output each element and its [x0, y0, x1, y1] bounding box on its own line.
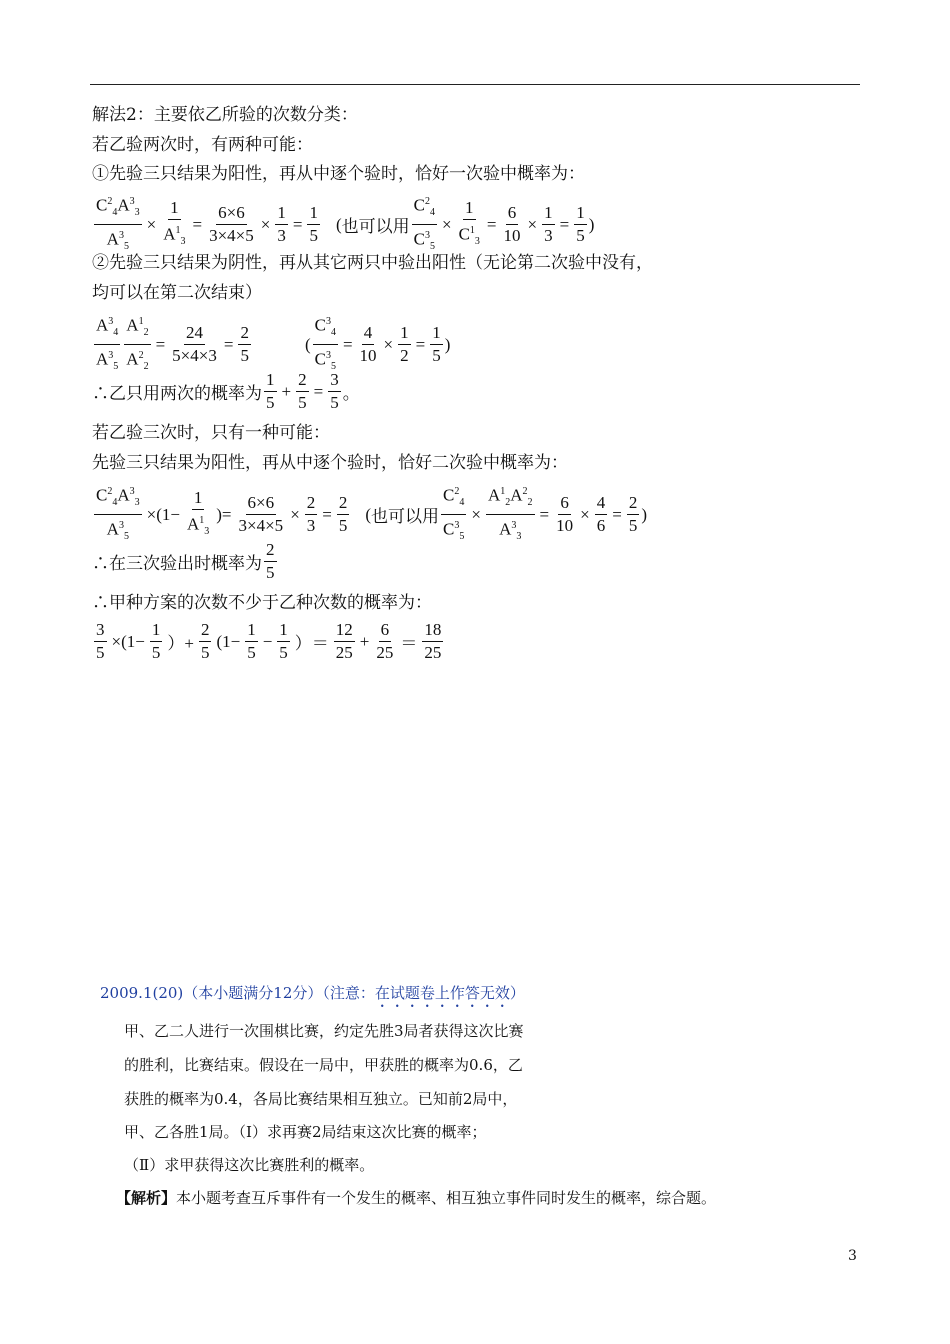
question-line-4: 甲、乙各胜1局。（Ⅰ）求再赛2局结束这次比赛的概率；: [124, 1123, 487, 1141]
solution-line-5: ∴乙只用两次的概率为 $\frac{1}{5}$ + $\frac{2}{5}$ = $\frac{3}{5}$ 。: [92, 370, 360, 412]
question-header-a: 2009.1(20)（本小题满分12分）（注意：: [100, 984, 375, 1002]
question-header: [100, 982, 525, 1011]
solution-line-4b: 均可以在第二次结束）: [92, 283, 262, 303]
analysis-tag: 【解析】: [116, 1189, 177, 1207]
page-number: 3: [848, 1248, 857, 1264]
solution-line-2: 若乙验两次时，有两种可能：: [92, 135, 313, 155]
header-rule: [90, 84, 860, 85]
solution-line-6: 若乙验三次时，只有一种可能：: [92, 423, 330, 443]
solution-line-7: 先验三只结果为阳性，再从中逐个验时，恰好二次验中概率为：: [92, 453, 568, 473]
solution-line-8: ∴在三次验出时概率为 $\frac{2}{5}$: [92, 540, 275, 582]
solution-line-5-text: ∴乙只用两次的概率为: [92, 384, 262, 403]
formula-final: $\frac{3}{5}$ ×(1− $\frac{1}{5}$ ）+ $\frac{2}{5}$ (1− $\frac{1}{5}$ − $\frac{1}{5}$ ）＝ $\frac{12}{25}$ + $\frac{6}{25}$ ＝ $\frac{18}{25}$: [96, 620, 442, 662]
solution-line-3: ①先验三只结果为阳性，再从中逐个验时，恰好一次验中概率为：: [92, 164, 585, 184]
formula-3-also: 也可以用: [371, 507, 440, 527]
question-header-c: ）: [509, 984, 525, 1002]
solution-line-4a: ②先验三只结果为阴性，再从其它两只中验出阳性（无论第二次验中没有，: [92, 253, 653, 273]
analysis-line: [116, 1187, 716, 1208]
formula-1: $\frac{C^2_4A^3_3}{A^3_5}$ × $\frac{1}{A^1_3}$ = $\frac{6\times 6}{3\times 4\times 5}$ × $\frac{1}{3}$ = $\frac{1}{5}$ ( 也可以用 $\frac{C^2_4}{C^3_5}$ × $\frac{1}{C^1_3}$ = $\frac{6}{10}$ × $\frac{1}{3}$ = $\frac{1}{5}$ ): [92, 192, 594, 257]
solution-line-9: ∴甲种方案的次数不少于乙种次数的概率为：: [92, 593, 432, 613]
period: 。: [342, 384, 360, 403]
question-line-2: 的胜利，比赛结束。假设在一局中，甲获胜的概率为0.6，乙: [124, 1056, 523, 1074]
analysis-text: 本小题考查互斥事件有一个发生的概率、相互独立事件同时发生的概率，综合题。: [176, 1189, 717, 1207]
formula-3: $\frac{C^2_4A^3_3}{A^3_5}$ ×(1− $\frac{1}{A^1_3}$ )= $\frac{6\times 6}{3\times 4\times 5}$ × $\frac{2}{3}$ = $\frac{2}{5}$ ( 也可以用 $\frac{C^2_4}{C^3_5}$ × $\frac{A^1_2A^2_2}{A^3_3}$ = $\frac{6}{10}$ × $\frac{4}{6}$ = $\frac{2}{5}$ ): [92, 482, 647, 547]
formula-2: $\frac{A^3_4}{A^3_5}$ $\frac{A^1_2}{A^2_2}$ = $\frac{24}{5\times 4\times 3}$ = $\frac{2}{5}$ ( $\frac{C^3_4}{C^3_5}$ = $\frac{4}{10}$ × $\frac{1}{2}$ = $\frac{1}{5}$ ): [92, 312, 450, 377]
formula-1-also: 也可以用: [341, 217, 410, 237]
question-header-b: 在试题卷上作答无效: [374, 984, 510, 1002]
question-line-1: 甲、乙二人进行一次围棋比赛，约定先胜3局者获得这次比赛: [124, 1022, 524, 1040]
solution-line-8-text: ∴在三次验出时概率为: [92, 554, 262, 573]
question-line-3: 获胜的概率为0.4，各局比赛结果相互独立。已知前2局中，: [124, 1090, 518, 1108]
solution-line-1: 解法2：主要依乙所验的次数分类：: [92, 105, 358, 125]
question-line-5: （Ⅱ）求甲获得这次比赛胜利的概率。: [124, 1156, 375, 1174]
